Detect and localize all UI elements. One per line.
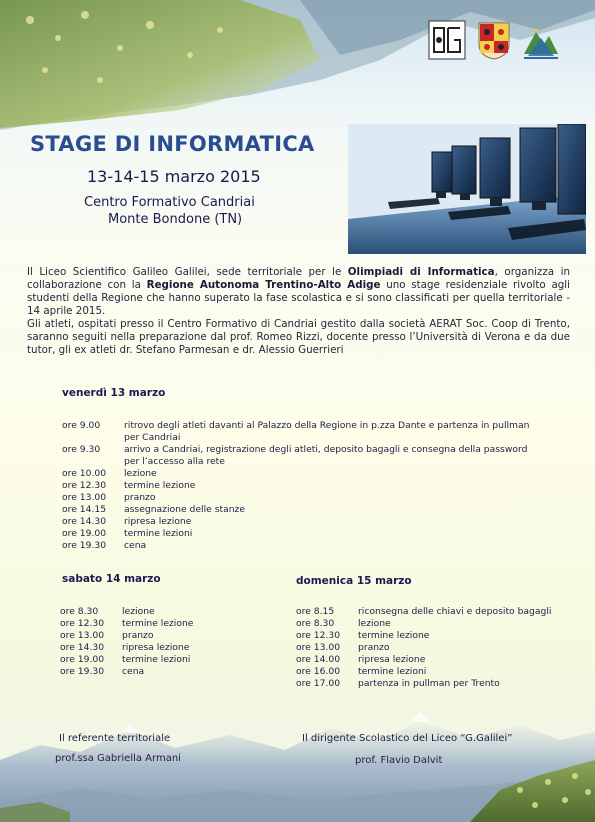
day-title-saturday: sabato 14 marzo	[62, 573, 161, 585]
schedule-saturday	[60, 606, 260, 678]
event-dates: 13-14-15 marzo 2015	[87, 167, 261, 186]
schedule-item	[60, 642, 260, 654]
schedule-activity: assegnazione delle stanze	[124, 504, 246, 515]
schedule-activity: ripresa lezione	[122, 642, 190, 653]
schedule-time: ore 13.00	[296, 642, 341, 653]
dirigente-name: prof. Flavio Dalvit	[355, 755, 443, 766]
schedule-activity: ripresa lezione	[124, 516, 192, 527]
schedule-time: ore 8.15	[296, 606, 335, 617]
schedule-activity: riconsegna delle chiavi e deposito bagagli	[358, 606, 552, 617]
schedule-item	[60, 618, 260, 630]
schedule-item	[296, 630, 581, 642]
intro-text	[27, 266, 570, 357]
page-title: STAGE DI INFORMATICA	[30, 132, 315, 156]
logos-group	[428, 20, 560, 60]
schedule-time: ore 12.30	[296, 630, 341, 641]
schedule-time: ore 17.00	[296, 678, 341, 689]
schedule-item	[296, 654, 581, 666]
schedule-activity: termine lezione	[124, 480, 196, 491]
schedule-item	[62, 480, 532, 492]
schedule-item	[62, 528, 532, 540]
schedule-item	[62, 492, 532, 504]
schedule-time: ore 19.30	[62, 540, 107, 551]
intro-paragraph-2: Gli atleti, ospitati presso il Centro Formativo di Candriai gestito dalla società AERAT Soc. Coop di Trento, saranno seguiti nella preparazione dal prof. Romeo Rizzi, docente presso l’Università di Verona e da due tutor, gli ex atleti dr. Stefano Parmesan e dr. Alessio Guerrieri	[27, 318, 570, 356]
liceo-galilei-logo	[428, 20, 466, 60]
schedule-activity: termine lezione	[358, 630, 430, 641]
schedule-activity: cena	[124, 540, 147, 551]
schedule-item	[60, 666, 260, 678]
schedule-time: ore 9.00	[62, 420, 101, 431]
day-title-sunday: domenica 15 marzo	[296, 575, 412, 587]
schedule-activity: termine lezioni	[122, 654, 191, 665]
schedule-activity: termine lezioni	[358, 666, 427, 677]
schedule-time: ore 19.30	[60, 666, 105, 677]
schedule-item	[62, 444, 532, 468]
schedule-activity: termine lezione	[122, 618, 194, 629]
schedule-activity: cena	[122, 666, 145, 677]
schedule-time: ore 19.00	[60, 654, 105, 665]
dirigente-role: Il dirigente Scolastico del Liceo “G.Galilei”	[302, 733, 513, 744]
schedule-activity: ritrovo degli atleti davanti al Palazzo della Regione in p.zza Dante e partenza in pullman per Candriai	[124, 420, 530, 443]
schedule-item	[296, 666, 581, 678]
schedule-time: ore 19.00	[62, 528, 107, 539]
schedule-item	[62, 516, 532, 528]
schedule-activity: arrivo a Candriai, registrazione degli atleti, deposito bagagli e consegna della password per l’accesso alla rete	[124, 444, 528, 467]
schedule-item	[60, 606, 260, 618]
schedule-activity: lezione	[358, 618, 391, 629]
schedule-time: ore 14.30	[62, 516, 107, 527]
schedule-item	[62, 540, 532, 552]
schedule-time: ore 16.00	[296, 666, 341, 677]
schedule-time: ore 14.15	[62, 504, 107, 515]
schedule-activity: lezione	[122, 606, 155, 617]
schedule-item	[296, 618, 581, 630]
regione-highlight: Regione Autonoma Trentino-Alto Adige	[146, 279, 381, 291]
schedule-activity: pranzo	[124, 492, 156, 503]
schedule-time: ore 13.00	[60, 630, 105, 641]
schedule-item	[296, 678, 581, 690]
schedule-friday	[62, 420, 532, 552]
schedule-time: ore 13.00	[62, 492, 107, 503]
schedule-activity: ripresa lezione	[358, 654, 426, 665]
schedule-time: ore 10.00	[62, 468, 107, 479]
schedule-time: ore 8.30	[60, 606, 99, 617]
schedule-time: ore 9.30	[62, 444, 101, 455]
schedule-item	[296, 606, 581, 618]
schedule-item	[62, 504, 532, 516]
schedule-activity: termine lezioni	[124, 528, 193, 539]
schedule-activity: pranzo	[122, 630, 154, 641]
schedule-time: ore 14.30	[60, 642, 105, 653]
day-title-friday: venerdì 13 marzo	[62, 387, 166, 399]
mountain-emblem-logo	[522, 20, 560, 60]
intro-paragraph-1: Il Liceo Scientifico Galileo Galilei, sede territoriale per le Olimpiadi di Informatica, organizza in collaborazione con la Regione Autonoma Trentino-Alto Adige uno stage residenziale rivolto agli studenti della Regione che hanno superato la fase scolastica e si sono classificati per quella territoriale - 14 aprile 2015.	[27, 266, 571, 317]
schedule-time: ore 14.00	[296, 654, 341, 665]
referente-name: prof.ssa Gabriella Armani	[55, 753, 181, 764]
schedule-item	[60, 630, 260, 642]
schedule-activity: pranzo	[358, 642, 390, 653]
schedule-activity: partenza in pullman per Trento	[358, 678, 500, 689]
schedule-item	[296, 642, 581, 654]
schedule-sunday	[296, 606, 581, 690]
schedule-item	[62, 468, 532, 480]
venue-location: Monte Bondone (TN)	[108, 212, 243, 227]
schedule-time: ore 12.30	[60, 618, 105, 629]
schedule-activity: lezione	[124, 468, 157, 479]
schedule-item	[60, 654, 260, 666]
venue-name: Centro Formativo Candriai	[84, 195, 255, 210]
olimpiadi-highlight: Olimpiadi di Informatica	[347, 266, 495, 278]
schedule-time: ore 12.30	[62, 480, 107, 491]
computer-lab-image	[348, 124, 586, 254]
referente-role: Il referente territoriale	[59, 733, 171, 744]
schedule-item	[62, 420, 532, 444]
regione-coat-of-arms	[475, 20, 513, 60]
schedule-time: ore 8.30	[296, 618, 335, 629]
